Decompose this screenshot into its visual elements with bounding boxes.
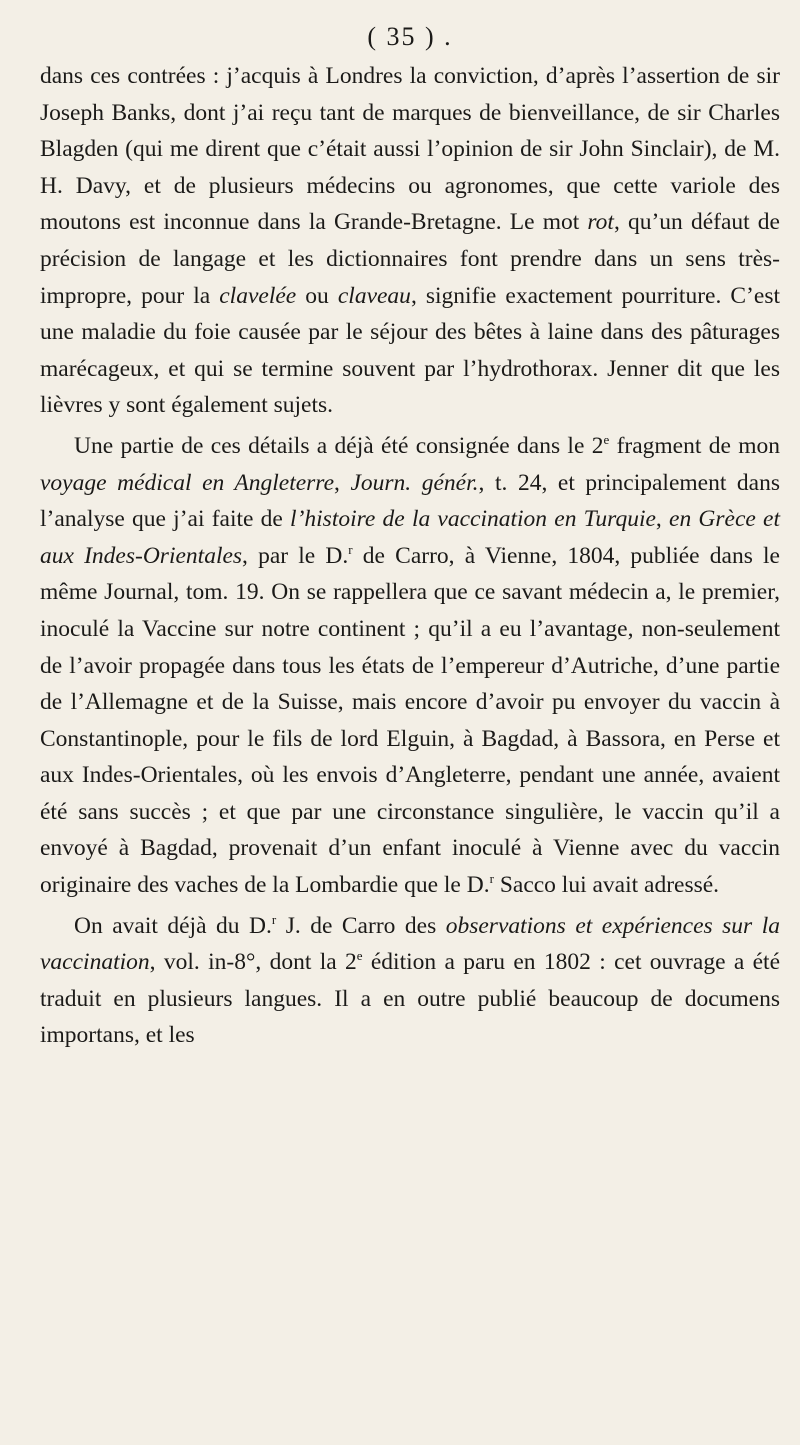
text-run: de Carro, à Vienne, 1804, publiée dans le même Journal, tom. 19. On se rappellera que ce savant médecin a, le premier, inoculé la Vaccine sur notre continent ; qu’il a eu l’avantage, non-seulement de l’avoir propagée dans tous les états de l’empereur d’Autriche, d’une partie de l’Allemagne et de la Suisse, mais encore d’avoir pu envoyer du vaccin à Constantinople, pour le fils de lord Elguin, à Bagdad, à Bassora, en Perse et aux Indes-Orientales, où les envois d’Angleterre, pendant une année, avaient été sans succès ; et que par une circonstance singulière, le vaccin qu’il a envoyé à Bagdad, provenait d’un enfant inoculé à Vienne avec du vaccin originaire des vaches de la Lombardie que le D. bbox=[40, 542, 780, 899]
paragraph-3 bbox=[40, 908, 780, 1054]
text-run: Sacco lui avait adressé. bbox=[493, 872, 720, 899]
italic-run: rot bbox=[587, 209, 614, 236]
superscript-run: r bbox=[271, 911, 277, 927]
italic-run: voyage médical en Angleterre bbox=[40, 469, 335, 496]
text-run: fragment de mon bbox=[609, 432, 781, 459]
italic-run: observations et expériences sur la vaccination bbox=[40, 912, 780, 976]
body-text bbox=[40, 58, 780, 1054]
text-run: On avait déjà du D. bbox=[74, 912, 272, 939]
text-run: , signifie exactement pourriture. C’est une maladie du foie causée par le séjour des bêtes à laine dans des pâturages marécageux, et qui se termine souvent par l’hydrothorax. Jenner dit que les lièvres y sont également sujets. bbox=[40, 282, 780, 419]
text-run: , bbox=[655, 506, 670, 533]
superscript-run: e bbox=[356, 948, 363, 964]
paragraph-1 bbox=[40, 58, 780, 424]
superscript-run: r bbox=[348, 541, 353, 557]
text-run: édition a paru en 1802 : cet ouvrage a été traduit en plusieurs langues. Il a en outre publié beaucoup de documens importans, et les bbox=[40, 949, 780, 1049]
text-run: ou bbox=[296, 282, 338, 309]
text-run: , t. 24, et principalement dans l’analyse que j’ai faite de bbox=[40, 469, 781, 533]
paragraph-2 bbox=[40, 428, 780, 904]
italic-run: Journ. génér. bbox=[350, 469, 479, 496]
text-run: , bbox=[334, 469, 351, 496]
text-run: , par le D. bbox=[242, 542, 349, 569]
text-run: J. de Carro des bbox=[276, 912, 446, 939]
text-run: , qu’un défaut de précision de langage et les dictionnaires font prendre dans un sens très-impropre, pour la bbox=[40, 209, 780, 309]
italic-run: en Grèce et aux Indes-Orientales bbox=[40, 506, 780, 569]
superscript-run: r bbox=[489, 871, 494, 887]
superscript-run: e bbox=[603, 431, 610, 447]
text-run: dans ces contrées : j’acquis à Londres la conviction, d’après l’assertion de sir Joseph Banks, dont j’ai reçu tant de marques de bienveillance, de sir Charles Blagden (qui me dirent que c’était aussi l’opinion de sir John Sinclair), de M. H. Davy, et de plusieurs médecins ou agronomes, que cette variole des moutons est inconnue dans la Grande-Bretagne. Le mot bbox=[40, 63, 780, 236]
page-number: ( 35 ) . bbox=[367, 22, 453, 51]
text-run: Une partie de ces détails a déjà été consignée dans le 2 bbox=[74, 432, 604, 459]
italic-run: clavelée bbox=[219, 282, 297, 309]
italic-run: claveau bbox=[337, 282, 411, 309]
italic-run: l’histoire de la vaccination en Turquie bbox=[290, 506, 656, 533]
text-run: , vol. in-8°, dont la 2 bbox=[149, 949, 357, 976]
